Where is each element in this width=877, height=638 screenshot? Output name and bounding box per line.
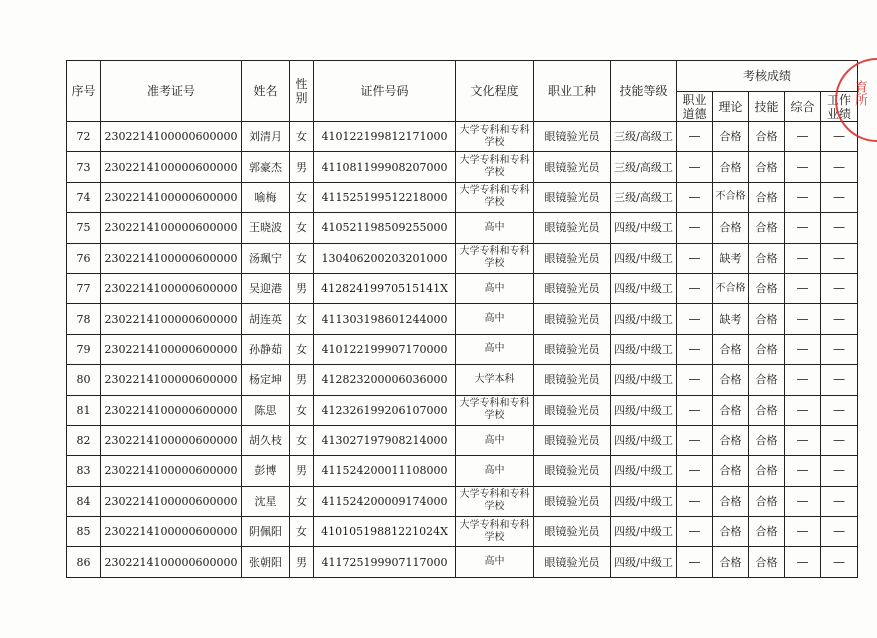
cell-seq: 80: [67, 365, 101, 395]
cell-overall: —: [785, 547, 821, 577]
col-id-no: 证件号码: [314, 61, 456, 122]
cell-admission-no: 2302214100000600000: [101, 273, 242, 303]
col-overall: 综合: [785, 92, 821, 122]
cell-occupation: 眼镜验光员: [534, 182, 611, 212]
cell-theory: 合格: [713, 334, 749, 364]
cell-theory: 合格: [713, 365, 749, 395]
cell-skill-level: 三级/高级工: [611, 152, 677, 182]
cell-gender: 女: [290, 425, 314, 455]
cell-occupation: 眼镜验光员: [534, 547, 611, 577]
cell-id-no: 411081199908207000: [314, 152, 456, 182]
cell-name: 吴迎港: [242, 273, 290, 303]
cell-name: 刘清月: [242, 122, 290, 152]
cell-theory: 合格: [713, 486, 749, 516]
cell-education: 大学专科和专科学校: [456, 152, 534, 182]
cell-admission-no: 2302214100000600000: [101, 517, 242, 547]
col-performance: 工作 业绩: [821, 92, 858, 122]
col-skill: 技能: [749, 92, 785, 122]
cell-gender: 女: [290, 304, 314, 334]
cell-education: 大学专科和专科学校: [456, 486, 534, 516]
cell-performance: —: [821, 304, 858, 334]
cell-name: 阴佩阳: [242, 517, 290, 547]
cell-performance: —: [821, 456, 858, 486]
cell-admission-no: 2302214100000600000: [101, 486, 242, 516]
cell-performance: —: [821, 547, 858, 577]
cell-overall: —: [785, 152, 821, 182]
cell-id-no: 411524200011108000: [314, 456, 456, 486]
cell-id-no: 411525199512218000: [314, 182, 456, 212]
cell-performance: —: [821, 395, 858, 425]
cell-overall: —: [785, 182, 821, 212]
cell-gender: 女: [290, 395, 314, 425]
cell-theory: 合格: [713, 425, 749, 455]
cell-ethics: —: [677, 243, 713, 273]
cell-occupation: 眼镜验光员: [534, 243, 611, 273]
cell-skill-level: 四级/中级工: [611, 456, 677, 486]
cell-education: 大学专科和专科学校: [456, 122, 534, 152]
cell-seq: 72: [67, 122, 101, 152]
cell-admission-no: 2302214100000600000: [101, 152, 242, 182]
cell-occupation: 眼镜验光员: [534, 456, 611, 486]
cell-performance: —: [821, 517, 858, 547]
cell-overall: —: [785, 213, 821, 243]
cell-gender: 女: [290, 486, 314, 516]
cell-skill-level: 四级/中级工: [611, 395, 677, 425]
cell-theory: 缺考: [713, 243, 749, 273]
cell-id-no: 130406200203201000: [314, 243, 456, 273]
cell-skill-level: 四级/中级工: [611, 334, 677, 364]
cell-overall: —: [785, 273, 821, 303]
cell-occupation: 眼镜验光员: [534, 486, 611, 516]
cell-id-no: 410521198509255000: [314, 213, 456, 243]
cell-id-no: 411725199907117000: [314, 547, 456, 577]
cell-id-no: 411303198601244000: [314, 304, 456, 334]
cell-overall: —: [785, 456, 821, 486]
cell-performance: —: [821, 273, 858, 303]
table-row: [67, 547, 858, 577]
cell-name: 胡久枝: [242, 425, 290, 455]
cell-gender: 男: [290, 273, 314, 303]
cell-gender: 女: [290, 122, 314, 152]
cell-gender: 女: [290, 213, 314, 243]
score-table: [66, 60, 858, 578]
cell-skill: 合格: [749, 273, 785, 303]
cell-skill-level: 四级/中级工: [611, 213, 677, 243]
cell-seq: 78: [67, 304, 101, 334]
cell-theory: 合格: [713, 395, 749, 425]
cell-theory: 合格: [713, 213, 749, 243]
cell-skill-level: 三级/高级工: [611, 122, 677, 152]
table-row: [67, 122, 858, 152]
cell-performance: —: [821, 334, 858, 364]
cell-skill: 合格: [749, 182, 785, 212]
cell-education: 高中: [456, 304, 534, 334]
cell-overall: —: [785, 425, 821, 455]
cell-ethics: —: [677, 517, 713, 547]
table-row: [67, 486, 858, 516]
cell-admission-no: 2302214100000600000: [101, 456, 242, 486]
cell-skill-level: 四级/中级工: [611, 486, 677, 516]
cell-name: 彭博: [242, 456, 290, 486]
cell-performance: —: [821, 486, 858, 516]
cell-name: 张朝阳: [242, 547, 290, 577]
cell-name: 沈星: [242, 486, 290, 516]
cell-id-no: 412326199206107000: [314, 395, 456, 425]
cell-performance: —: [821, 425, 858, 455]
header-row: [67, 61, 858, 92]
col-assessment: 考核成绩: [677, 61, 858, 92]
cell-gender: 女: [290, 517, 314, 547]
cell-skill: 合格: [749, 365, 785, 395]
cell-skill-level: 四级/中级工: [611, 273, 677, 303]
cell-seq: 77: [67, 273, 101, 303]
cell-name: 胡连英: [242, 304, 290, 334]
cell-seq: 79: [67, 334, 101, 364]
table-row: [67, 243, 858, 273]
table-row: [67, 152, 858, 182]
cell-ethics: —: [677, 486, 713, 516]
cell-seq: 86: [67, 547, 101, 577]
cell-theory: 缺考: [713, 304, 749, 334]
cell-overall: —: [785, 517, 821, 547]
cell-skill-level: 四级/中级工: [611, 243, 677, 273]
cell-skill-level: 四级/中级工: [611, 304, 677, 334]
cell-seq: 83: [67, 456, 101, 486]
cell-overall: —: [785, 243, 821, 273]
cell-skill: 合格: [749, 243, 785, 273]
cell-occupation: 眼镜验光员: [534, 213, 611, 243]
cell-seq: 84: [67, 486, 101, 516]
cell-education: 高中: [456, 334, 534, 364]
cell-skill: 合格: [749, 304, 785, 334]
cell-performance: —: [821, 365, 858, 395]
cell-theory: 不合格: [713, 273, 749, 303]
cell-ethics: —: [677, 456, 713, 486]
cell-skill: 合格: [749, 122, 785, 152]
cell-skill-level: 三级/高级工: [611, 182, 677, 212]
cell-gender: 男: [290, 456, 314, 486]
cell-ethics: —: [677, 182, 713, 212]
cell-occupation: 眼镜验光员: [534, 425, 611, 455]
cell-overall: —: [785, 122, 821, 152]
cell-gender: 男: [290, 547, 314, 577]
cell-skill: 合格: [749, 334, 785, 364]
cell-occupation: 眼镜验光员: [534, 334, 611, 364]
table-row: [67, 273, 858, 303]
cell-id-no: 410122199907170000: [314, 334, 456, 364]
cell-skill-level: 四级/中级工: [611, 517, 677, 547]
table-row: [67, 334, 858, 364]
cell-skill: 合格: [749, 152, 785, 182]
cell-seq: 73: [67, 152, 101, 182]
cell-overall: —: [785, 365, 821, 395]
col-admission-no: 准考证号: [101, 61, 242, 122]
cell-gender: 女: [290, 334, 314, 364]
cell-admission-no: 2302214100000600000: [101, 304, 242, 334]
cell-occupation: 眼镜验光员: [534, 517, 611, 547]
cell-id-no: 412823200006036000: [314, 365, 456, 395]
cell-education: 高中: [456, 425, 534, 455]
cell-admission-no: 2302214100000600000: [101, 334, 242, 364]
cell-occupation: 眼镜验光员: [534, 122, 611, 152]
cell-occupation: 眼镜验光员: [534, 304, 611, 334]
cell-id-no: 410122199812171000: [314, 122, 456, 152]
cell-ethics: —: [677, 395, 713, 425]
cell-skill: 合格: [749, 517, 785, 547]
cell-seq: 85: [67, 517, 101, 547]
cell-admission-no: 2302214100000600000: [101, 425, 242, 455]
cell-gender: 女: [290, 182, 314, 212]
cell-overall: —: [785, 304, 821, 334]
table-row: [67, 213, 858, 243]
cell-seq: 76: [67, 243, 101, 273]
table-row: [67, 304, 858, 334]
cell-skill-level: 四级/中级工: [611, 547, 677, 577]
cell-ethics: —: [677, 547, 713, 577]
cell-name: 喻梅: [242, 182, 290, 212]
cell-id-no: 413027197908214000: [314, 425, 456, 455]
cell-ethics: —: [677, 365, 713, 395]
col-name: 姓名: [242, 61, 290, 122]
cell-skill: 合格: [749, 395, 785, 425]
cell-admission-no: 2302214100000600000: [101, 213, 242, 243]
col-theory: 理论: [713, 92, 749, 122]
cell-name: 陈思: [242, 395, 290, 425]
cell-occupation: 眼镜验光员: [534, 365, 611, 395]
cell-ethics: —: [677, 334, 713, 364]
table-row: [67, 456, 858, 486]
cell-admission-no: 2302214100000600000: [101, 122, 242, 152]
cell-name: 杨定坤: [242, 365, 290, 395]
cell-overall: —: [785, 486, 821, 516]
cell-ethics: —: [677, 152, 713, 182]
cell-seq: 75: [67, 213, 101, 243]
col-gender: 性 别: [290, 61, 314, 122]
cell-skill-level: 四级/中级工: [611, 365, 677, 395]
cell-seq: 82: [67, 425, 101, 455]
cell-skill: 合格: [749, 456, 785, 486]
cell-theory: 合格: [713, 517, 749, 547]
col-skill-level: 技能等级: [611, 61, 677, 122]
cell-skill: 合格: [749, 425, 785, 455]
col-ethics: 职业 道德: [677, 92, 713, 122]
cell-education: 高中: [456, 273, 534, 303]
table-row: [67, 182, 858, 212]
cell-skill-level: 四级/中级工: [611, 425, 677, 455]
cell-education: 大学专科和专科学校: [456, 517, 534, 547]
cell-performance: —: [821, 122, 858, 152]
col-seq: 序号: [67, 61, 101, 122]
cell-performance: —: [821, 243, 858, 273]
cell-admission-no: 2302214100000600000: [101, 365, 242, 395]
cell-education: 高中: [456, 547, 534, 577]
cell-theory: 合格: [713, 547, 749, 577]
col-occupation: 职业工种: [534, 61, 611, 122]
cell-seq: 74: [67, 182, 101, 212]
cell-skill: 合格: [749, 486, 785, 516]
cell-seq: 81: [67, 395, 101, 425]
cell-gender: 男: [290, 365, 314, 395]
cell-skill: 合格: [749, 213, 785, 243]
cell-admission-no: 2302214100000600000: [101, 395, 242, 425]
table-row: [67, 517, 858, 547]
cell-education: 高中: [456, 456, 534, 486]
cell-id-no: 411524200009174000: [314, 486, 456, 516]
cell-admission-no: 2302214100000600000: [101, 182, 242, 212]
cell-ethics: —: [677, 122, 713, 152]
cell-gender: 女: [290, 243, 314, 273]
table-body: [67, 122, 858, 578]
col-education: 文化程度: [456, 61, 534, 122]
cell-education: 大学专科和专科学校: [456, 182, 534, 212]
cell-ethics: —: [677, 213, 713, 243]
cell-skill: 合格: [749, 547, 785, 577]
cell-theory: 合格: [713, 152, 749, 182]
seal-text: 育所: [852, 80, 867, 106]
cell-overall: —: [785, 334, 821, 364]
cell-admission-no: 2302214100000600000: [101, 243, 242, 273]
cell-name: 郭豪杰: [242, 152, 290, 182]
cell-name: 孙静茹: [242, 334, 290, 364]
cell-id-no: 41282419970515141X: [314, 273, 456, 303]
table-row: [67, 365, 858, 395]
cell-performance: —: [821, 213, 858, 243]
cell-ethics: —: [677, 304, 713, 334]
cell-occupation: 眼镜验光员: [534, 395, 611, 425]
cell-admission-no: 2302214100000600000: [101, 547, 242, 577]
cell-performance: —: [821, 152, 858, 182]
cell-theory: 合格: [713, 456, 749, 486]
cell-gender: 男: [290, 152, 314, 182]
cell-education: 大学本科: [456, 365, 534, 395]
table-row: [67, 425, 858, 455]
table-row: [67, 395, 858, 425]
cell-occupation: 眼镜验光员: [534, 152, 611, 182]
cell-performance: —: [821, 182, 858, 212]
cell-overall: —: [785, 395, 821, 425]
cell-name: 王晓波: [242, 213, 290, 243]
cell-id-no: 41010519881221024X: [314, 517, 456, 547]
cell-theory: 不合格: [713, 182, 749, 212]
cell-education: 高中: [456, 213, 534, 243]
cell-education: 大学专科和专科学校: [456, 243, 534, 273]
cell-theory: 合格: [713, 122, 749, 152]
cell-occupation: 眼镜验光员: [534, 273, 611, 303]
cell-name: 汤珮宁: [242, 243, 290, 273]
cell-ethics: —: [677, 273, 713, 303]
cell-ethics: —: [677, 425, 713, 455]
cell-education: 大学专科和专科学校: [456, 395, 534, 425]
